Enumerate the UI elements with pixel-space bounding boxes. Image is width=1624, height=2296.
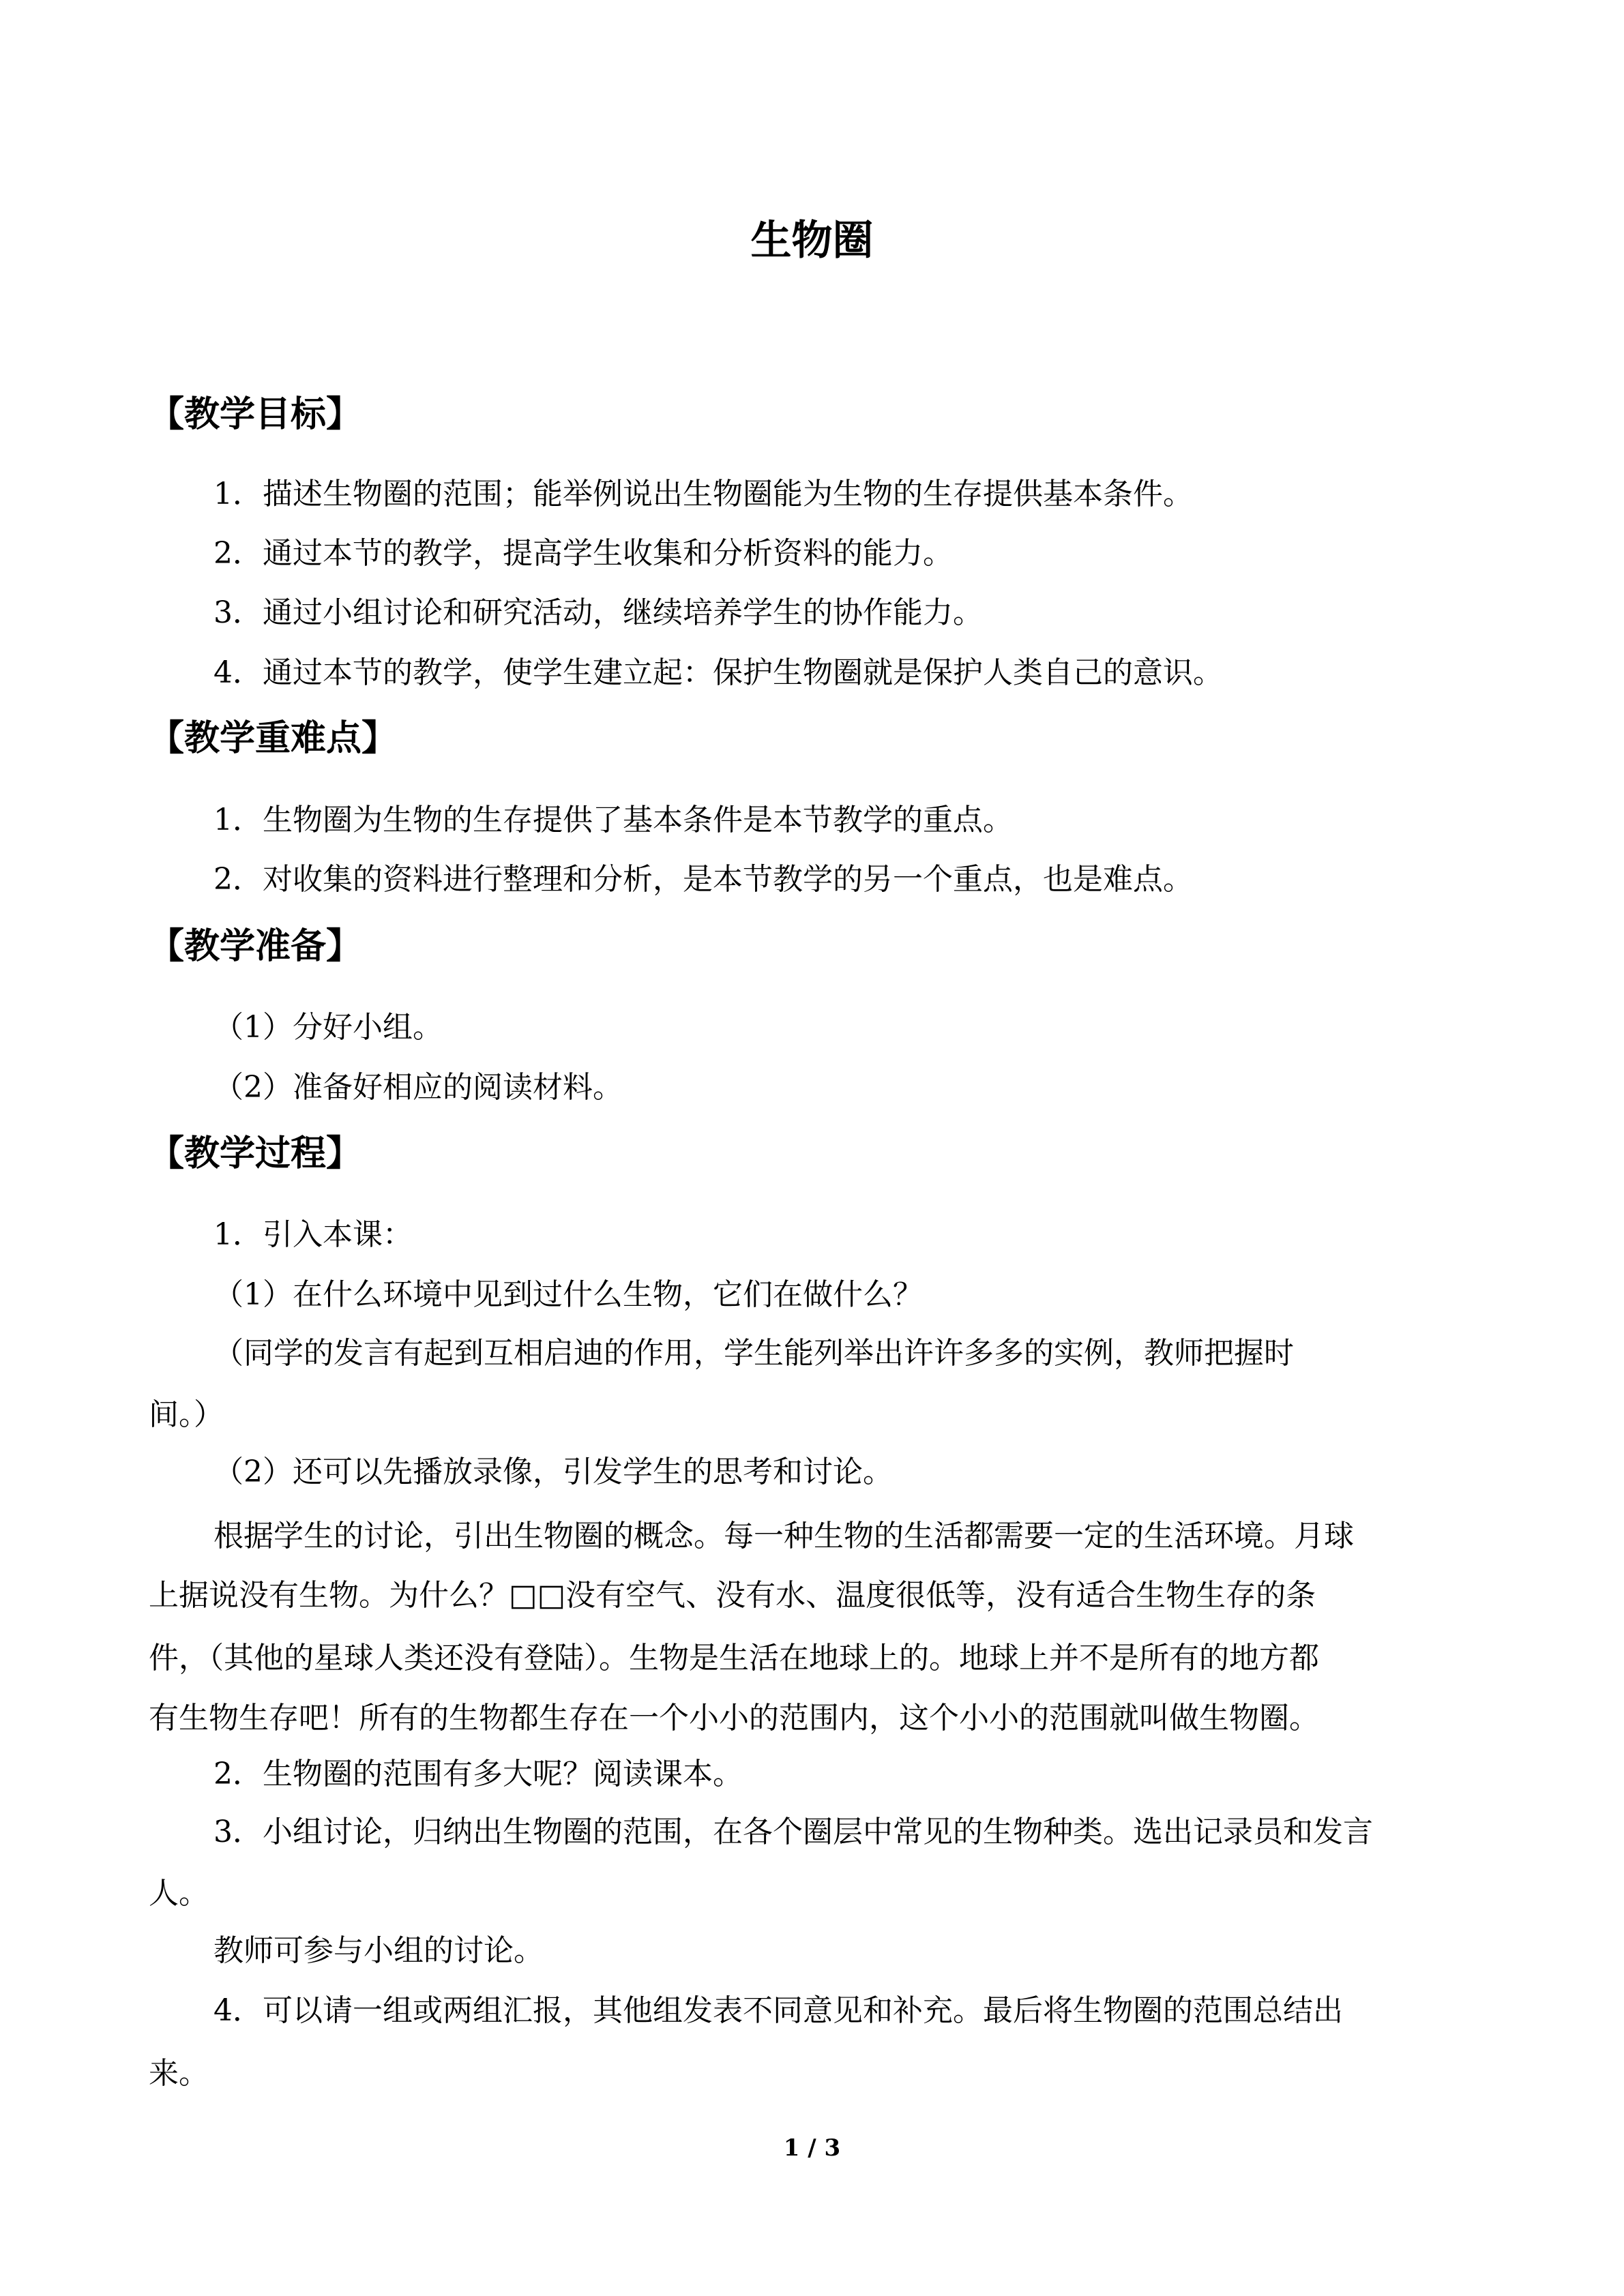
goal-item: 1．描述生物圈的范围；能举例说出生物圈能为生物的生存提供基本条件。 xyxy=(213,477,1193,511)
process-line: （同学的发言有起到互相启迪的作用，学生能列举出许许多多的实例，教师把握时 xyxy=(213,1336,1294,1371)
process-line: 教师可参与小组的讨论。 xyxy=(213,1933,544,1968)
process-line: 上据说没有生物。为什么？□□没有空气、没有水、温度很低等，没有适合生物生存的条 xyxy=(149,1578,1316,1613)
section-heading-key-points: 【教学重难点】 xyxy=(149,718,398,759)
goal-item: 4．通过本节的教学，使学生建立起：保护生物圈就是保护人类自己的意识。 xyxy=(213,655,1223,690)
goal-item: 3．通过小组讨论和研究活动，继续培养学生的协作能力。 xyxy=(213,595,983,630)
section-heading-preparation: 【教学准备】 xyxy=(149,926,362,967)
process-line: （1）在什么环境中见到过什么生物，它们在做什么？ xyxy=(213,1277,923,1312)
process-line: 间。） xyxy=(149,1397,224,1432)
process-line: 人。 xyxy=(149,1876,209,1911)
preparation-item: （1）分好小组。 xyxy=(213,1010,443,1045)
section-heading-goals: 【教学目标】 xyxy=(149,394,362,435)
process-line: 3．小组讨论，归纳出生物圈的范围，在各个圈层中常见的生物种类。选出记录员和发言 xyxy=(213,1815,1373,1849)
process-line: 4．可以请一组或两组汇报，其他组发表不同意见和补充。最后将生物圈的范围总结出 xyxy=(213,1993,1343,2028)
page-title: 生物圈 xyxy=(750,217,874,265)
process-line: 件，（其他的星球人类还没有登陆）。生物是生活在地球上的。地球上并不是所有的地方都 xyxy=(149,1641,1319,1675)
page-indicator: 1 / 3 xyxy=(783,2134,841,2162)
process-line: 1．引入本课： xyxy=(213,1217,413,1252)
process-line: 2．生物圈的范围有多大呢？阅读课本。 xyxy=(213,1757,743,1791)
process-line: 来。 xyxy=(149,2056,209,2091)
preparation-item: （2）准备好相应的阅读材料。 xyxy=(213,1070,623,1105)
process-line: （2）还可以先播放录像，引发学生的思考和讨论。 xyxy=(213,1455,893,1489)
goal-item: 2．通过本节的教学，提高学生收集和分析资料的能力。 xyxy=(213,536,953,571)
process-line: 根据学生的讨论，引出生物圈的概念。每一种生物的生活都需要一定的生活环境。月球 xyxy=(213,1519,1354,1553)
key-point-item: 1．生物圈为生物的生存提供了基本条件是本节教学的重点。 xyxy=(213,803,1013,837)
key-point-item: 2．对收集的资料进行整理和分析，是本节教学的另一个重点，也是难点。 xyxy=(213,862,1193,897)
section-heading-process: 【教学过程】 xyxy=(149,1133,362,1174)
process-line: 有生物生存吧！所有的生物都生存在一个小小的范围内，这个小小的范围就叫做生物圈。 xyxy=(149,1701,1319,1735)
